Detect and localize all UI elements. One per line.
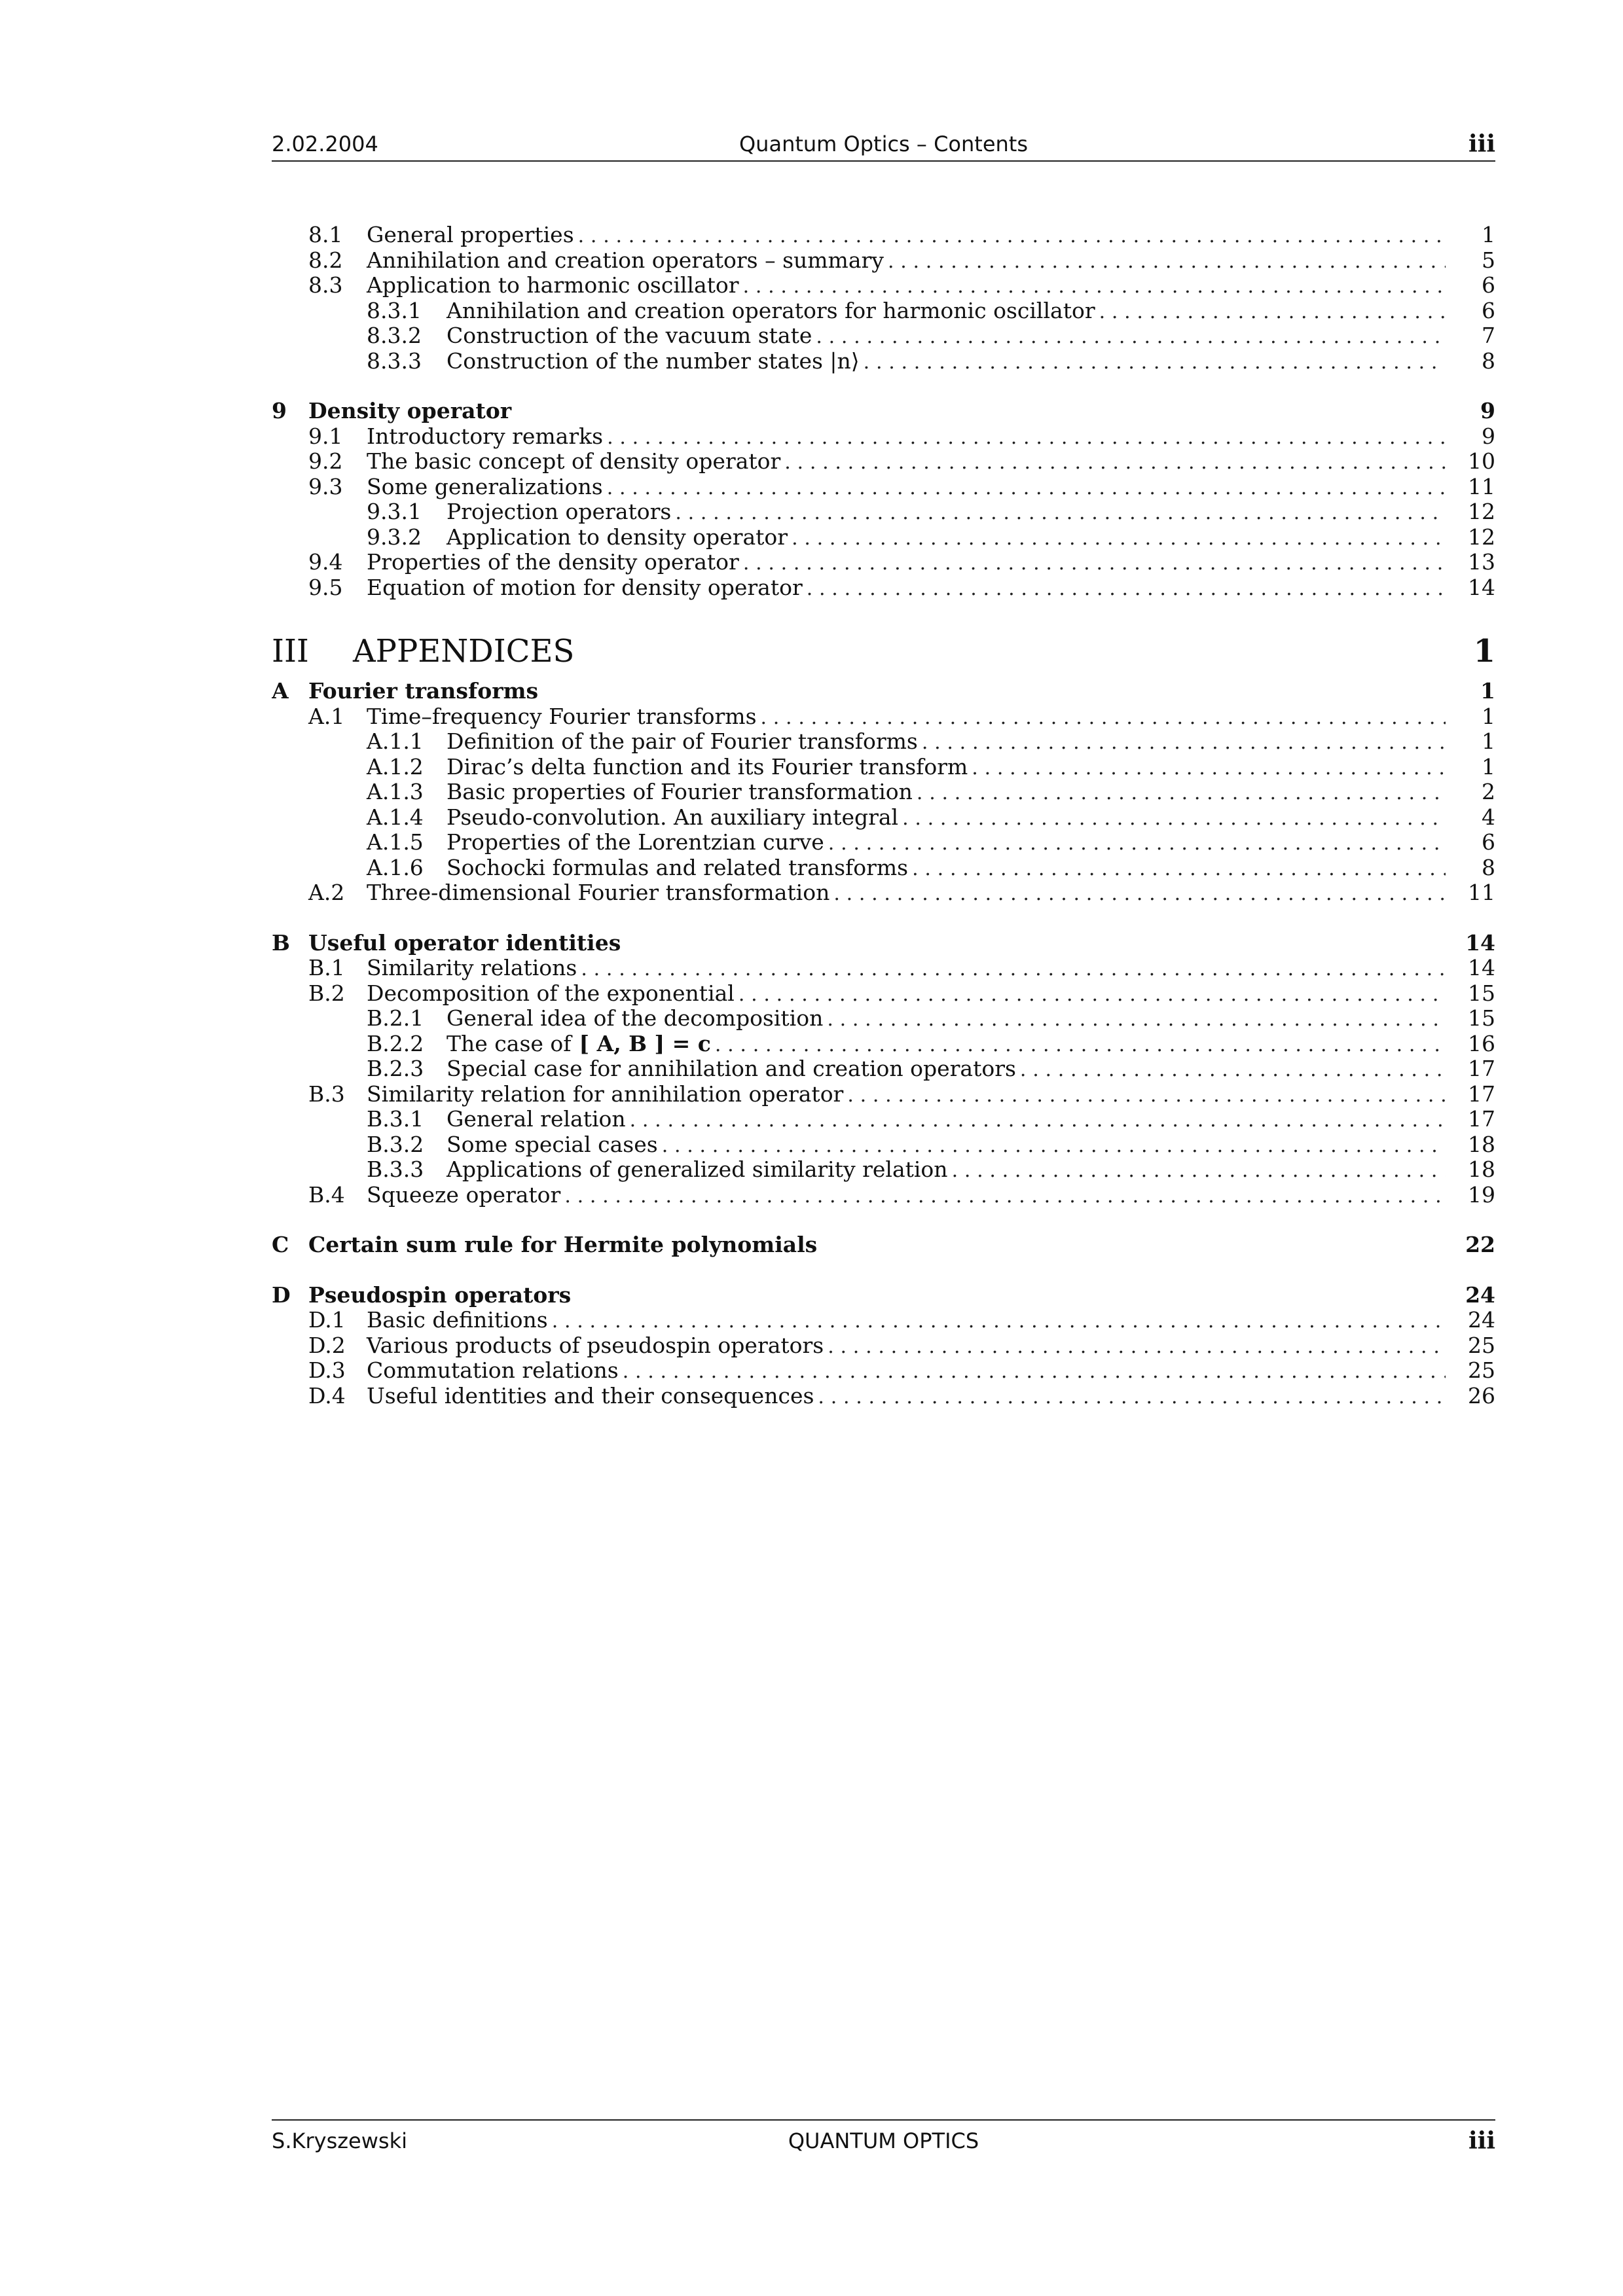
part-page: 1 [1473, 633, 1495, 670]
toc-entry-title: Definition of the pair of Fourier transforms [447, 729, 918, 754]
toc-entry-number: D.4 [308, 1383, 346, 1408]
toc-entry-page: 26 [1468, 1383, 1495, 1408]
toc-entry-page: 8 [1482, 348, 1495, 374]
toc-entry-title: Time–frequency Fourier transforms [367, 704, 757, 729]
toc-entry-page: 12 [1468, 524, 1495, 550]
toc-entry-number: A.1.6 [367, 855, 424, 880]
toc-entry[interactable] [272, 449, 1495, 475]
toc-entry-number: 9 [272, 399, 287, 423]
dot-leader [828, 1333, 1446, 1359]
toc-entry-number: 8.3.3 [367, 348, 422, 374]
toc-part-heading[interactable] [272, 632, 1495, 671]
toc-entry-number: B.4 [308, 1182, 345, 1208]
toc-entry-title: Pseudo-convolution. An auxiliary integral [447, 804, 899, 830]
toc-entry-number: 9.3 [308, 474, 343, 499]
toc-entry-page: 4 [1482, 804, 1495, 830]
toc-entry-number: D [272, 1282, 291, 1308]
toc-entry-number: 9.5 [308, 575, 343, 600]
dot-leader [818, 1384, 1446, 1409]
dot-leader [864, 349, 1446, 374]
dot-leader [827, 1006, 1446, 1031]
toc-entry-number: B.3.1 [367, 1107, 424, 1132]
toc-entry-number: 8.2 [308, 247, 343, 273]
toc-entry[interactable] [272, 956, 1495, 981]
table-of-contents [272, 223, 1495, 1408]
toc-entry[interactable] [272, 1082, 1495, 1107]
toc-entry-page: 22 [1465, 1232, 1495, 1257]
dot-leader [1099, 298, 1446, 324]
dot-leader [917, 780, 1446, 805]
footer-page-number: iii [1468, 2127, 1495, 2155]
toc-entry-number: 9.3.2 [367, 524, 422, 550]
spacer [272, 374, 1495, 399]
toc-entry-number: A.1.3 [367, 780, 424, 804]
toc-entry-number: 8.1 [308, 223, 343, 247]
dot-leader [912, 855, 1446, 881]
toc-entry-title: Squeeze operator [367, 1182, 561, 1208]
toc-entry-page: 19 [1468, 1182, 1495, 1208]
toc-entry-page: 1 [1480, 679, 1495, 704]
dot-leader [922, 729, 1446, 755]
toc-entry-title: Projection operators [447, 499, 672, 524]
toc-entry-title: Annihilation and creation operators for harmonic oscillator [447, 298, 1095, 323]
toc-entry-title: Sochocki formulas and related transforms [447, 855, 909, 880]
toc-entry-title: Equation of motion for density operator [367, 575, 803, 600]
toc-entry-number: D.3 [308, 1358, 346, 1383]
part-title: APPENDICES [353, 633, 575, 670]
toc-entry-page: 14 [1465, 930, 1495, 956]
toc-entry-number: B.3.3 [367, 1157, 424, 1182]
toc-entry[interactable] [272, 729, 1495, 755]
toc-entry-title: Some generalizations [367, 474, 603, 499]
toc-chapter-entry[interactable] [272, 1283, 1495, 1308]
toc-entry[interactable] [272, 880, 1495, 906]
dot-leader [607, 475, 1446, 500]
toc-entry-number: D.1 [308, 1308, 346, 1333]
dot-leader [807, 575, 1446, 601]
toc-entry-page: 15 [1468, 1006, 1495, 1031]
toc-entry[interactable] [272, 1132, 1495, 1158]
toc-entry-page: 11 [1468, 880, 1495, 905]
dot-leader [784, 449, 1446, 475]
part-number: III [272, 633, 309, 670]
toc-entry-page: 5 [1482, 247, 1495, 273]
dot-leader [607, 424, 1446, 450]
toc-entry[interactable] [272, 1183, 1495, 1208]
toc-entry-page: 10 [1468, 449, 1495, 474]
toc-entry-page: 2 [1482, 780, 1495, 804]
toc-entry-number: B.3 [308, 1081, 345, 1107]
toc-entry-title: Fourier transforms [308, 679, 539, 704]
toc-entry-number: A.1.5 [367, 830, 424, 855]
toc-entry-number: A [272, 679, 289, 704]
toc-entry[interactable] [272, 1107, 1495, 1132]
dot-leader [578, 223, 1446, 248]
toc-entry-number: 9.4 [308, 550, 343, 575]
toc-entry-page: 1 [1482, 223, 1495, 247]
toc-entry-number: B.3.2 [367, 1132, 424, 1157]
toc-entry-title: Special case for annihilation and creation operators [447, 1056, 1016, 1081]
toc-entry[interactable] [272, 1056, 1495, 1082]
dot-leader [743, 550, 1446, 575]
toc-entry-title: Some special cases [447, 1132, 658, 1157]
toc-entry-page: 17 [1468, 1107, 1495, 1132]
toc-entry-number: A.1 [308, 704, 345, 729]
toc-entry-title: General idea of the decomposition [447, 1006, 824, 1031]
toc-entry-number: 8.3 [308, 273, 343, 298]
toc-entry-title: Density operator [308, 399, 512, 423]
spacer [272, 906, 1495, 931]
toc-entry-number: B.2 [308, 980, 345, 1006]
toc-entry-page: 15 [1468, 980, 1495, 1006]
header-page-number: iii [1468, 130, 1495, 158]
dot-leader [564, 1183, 1446, 1208]
toc-entry[interactable] [272, 323, 1495, 349]
toc-entry-page: 17 [1468, 1081, 1495, 1107]
toc-entry-number: A.1.4 [367, 804, 424, 830]
toc-entry-page: 1 [1482, 754, 1495, 780]
dot-leader [623, 1358, 1446, 1384]
toc-entry-title: Useful operator identities [308, 930, 621, 956]
toc-entry-page: 16 [1468, 1031, 1495, 1056]
toc-entry[interactable] [272, 273, 1495, 298]
dot-leader [675, 499, 1446, 525]
toc-entry-page: 1 [1482, 729, 1495, 754]
toc-entry[interactable] [272, 1157, 1495, 1183]
toc-chapter-entry[interactable] [272, 399, 1495, 424]
toc-entry-page: 17 [1468, 1056, 1495, 1081]
toc-entry-number: C [272, 1232, 289, 1257]
toc-entry-page: 12 [1468, 499, 1495, 524]
toc-entry[interactable] [272, 1006, 1495, 1031]
toc-entry-title: Construction of the number states |n⟩ [447, 348, 860, 374]
toc-entry-page: 6 [1482, 273, 1495, 298]
toc-entry-page: 9 [1480, 399, 1495, 423]
toc-entry-page: 9 [1482, 423, 1495, 449]
toc-entry-number: 9.2 [308, 449, 343, 474]
toc-entry[interactable] [272, 704, 1495, 730]
toc-entry[interactable] [272, 1358, 1495, 1384]
toc-entry-page: 18 [1468, 1157, 1495, 1182]
toc-entry-title: Various products of pseudospin operators [367, 1333, 824, 1358]
toc-entry-title: General properties [367, 223, 574, 247]
toc-entry-page: 14 [1468, 956, 1495, 980]
toc-entry[interactable] [272, 550, 1495, 575]
toc-entry-title: The basic concept of density operator [367, 449, 781, 474]
toc-entry-title: Basic properties of Fourier transformation [447, 780, 913, 804]
dot-leader [739, 981, 1446, 1007]
toc-entry[interactable] [272, 1384, 1495, 1409]
dot-leader [888, 248, 1446, 274]
toc-entry-title: Annihilation and creation operators – summary [367, 247, 884, 273]
dot-leader [952, 1157, 1446, 1183]
dot-leader [715, 1031, 1446, 1057]
toc-entry-number: B.2.2 [367, 1031, 424, 1056]
page-footer [272, 2119, 1495, 2157]
dot-leader [630, 1107, 1446, 1132]
dot-leader [902, 805, 1446, 831]
footer-title: QUANTUM OPTICS [788, 2128, 979, 2153]
toc-entry-page: 24 [1468, 1308, 1495, 1333]
toc-entry-page: 24 [1465, 1282, 1495, 1308]
toc-entry-title: Decomposition of the exponential [367, 980, 735, 1006]
toc-entry-title: Application to harmonic oscillator [367, 273, 739, 298]
toc-entry[interactable] [272, 223, 1495, 248]
toc-entry-page: 7 [1482, 323, 1495, 348]
toc-entry[interactable] [272, 1308, 1495, 1333]
page-header [272, 128, 1495, 162]
dot-leader [972, 755, 1446, 780]
toc-entry[interactable] [272, 248, 1495, 274]
toc-entry-title: Applications of generalized similarity relation [447, 1157, 948, 1182]
toc-entry[interactable] [272, 755, 1495, 780]
toc-entry-number: B.2.1 [367, 1006, 424, 1031]
toc-entry-page: 14 [1468, 575, 1495, 600]
toc-entry[interactable] [272, 499, 1495, 525]
toc-entry-number: 8.3.1 [367, 298, 422, 323]
toc-entry-title: Pseudospin operators [308, 1282, 572, 1308]
toc-entry[interactable] [272, 298, 1495, 324]
header-date: 2.02.2004 [272, 132, 378, 156]
toc-chapter-entry[interactable] [272, 679, 1495, 704]
dot-leader [792, 525, 1446, 550]
toc-entry-title: Construction of the vacuum state [447, 323, 812, 348]
toc-chapter-entry[interactable] [272, 1232, 1495, 1258]
toc-entry[interactable] [272, 1031, 1495, 1057]
toc-entry-number: B.1 [308, 956, 345, 980]
toc-entry-page: 25 [1468, 1358, 1495, 1383]
toc-entry-title: Three-dimensional Fourier transformation [367, 880, 830, 905]
toc-entry-math: [ A, B ] = c [579, 1031, 711, 1056]
toc-entry-page: 6 [1482, 830, 1495, 855]
dot-leader [816, 323, 1446, 349]
toc-entry-number: 8.3.2 [367, 323, 422, 348]
toc-entry-title: Certain sum rule for Hermite polynomials [308, 1232, 818, 1257]
toc-entry[interactable] [272, 424, 1495, 450]
toc-entry[interactable] [272, 981, 1495, 1007]
spacer [272, 1258, 1495, 1283]
dot-leader [581, 956, 1446, 981]
toc-entry[interactable] [272, 475, 1495, 500]
dot-leader [743, 273, 1446, 298]
toc-entry[interactable] [272, 805, 1495, 831]
toc-entry-number: B.2.3 [367, 1056, 424, 1081]
toc-entry[interactable] [272, 855, 1495, 881]
toc-entry-number: A.1.1 [367, 729, 424, 754]
dot-leader [828, 830, 1446, 855]
toc-entry-title: Properties of the Lorentzian curve [447, 830, 824, 855]
toc-entry[interactable] [272, 575, 1495, 601]
toc-entry[interactable] [272, 1333, 1495, 1359]
spacer [272, 600, 1495, 632]
toc-entry-title: Dirac’s delta function and its Fourier transform [447, 754, 968, 780]
toc-entry-page: 13 [1468, 550, 1495, 575]
dot-leader [662, 1132, 1446, 1158]
toc-entry-title: General relation [447, 1107, 626, 1132]
toc-chapter-entry[interactable] [272, 931, 1495, 956]
toc-entry-number: 9.1 [308, 423, 343, 449]
toc-entry[interactable] [272, 525, 1495, 550]
toc-entry-number: D.2 [308, 1333, 346, 1358]
dot-leader [847, 1082, 1446, 1107]
toc-entry-page: 11 [1468, 474, 1495, 499]
header-title: Quantum Optics – Contents [739, 132, 1028, 156]
toc-entry-number: B [272, 930, 290, 956]
dot-leader [1020, 1056, 1446, 1082]
toc-entry-page: 25 [1468, 1333, 1495, 1358]
toc-entry-title: The case of [447, 1031, 572, 1056]
toc-entry-page: 8 [1482, 855, 1495, 880]
toc-entry-title: Properties of the density operator [367, 550, 739, 575]
spacer [272, 1208, 1495, 1232]
toc-entry-number: A.1.2 [367, 754, 424, 780]
toc-entry-page: 6 [1482, 298, 1495, 323]
toc-entry-title: Basic definitions [367, 1308, 548, 1333]
toc-entry[interactable] [272, 830, 1495, 855]
toc-entry-title: Similarity relations [367, 956, 577, 980]
toc-entry-number: 9.3.1 [367, 499, 422, 524]
toc-entry[interactable] [272, 349, 1495, 374]
toc-entry-title: Application to density operator [447, 524, 788, 550]
dot-leader [833, 880, 1446, 906]
toc-entry-page: 18 [1468, 1132, 1495, 1157]
toc-entry-number: A.2 [308, 880, 345, 905]
dot-leader [761, 704, 1446, 730]
toc-entry-page: 1 [1482, 704, 1495, 729]
toc-entry-title: Commutation relations [367, 1358, 619, 1383]
footer-author: S.Kryszewski [272, 2128, 407, 2153]
dot-leader [552, 1308, 1446, 1333]
toc-entry-title: Useful identities and their consequences [367, 1383, 814, 1408]
toc-entry[interactable] [272, 780, 1495, 805]
toc-entry-title: Similarity relation for annihilation operator [367, 1081, 844, 1107]
toc-entry-title: Introductory remarks [367, 423, 604, 449]
